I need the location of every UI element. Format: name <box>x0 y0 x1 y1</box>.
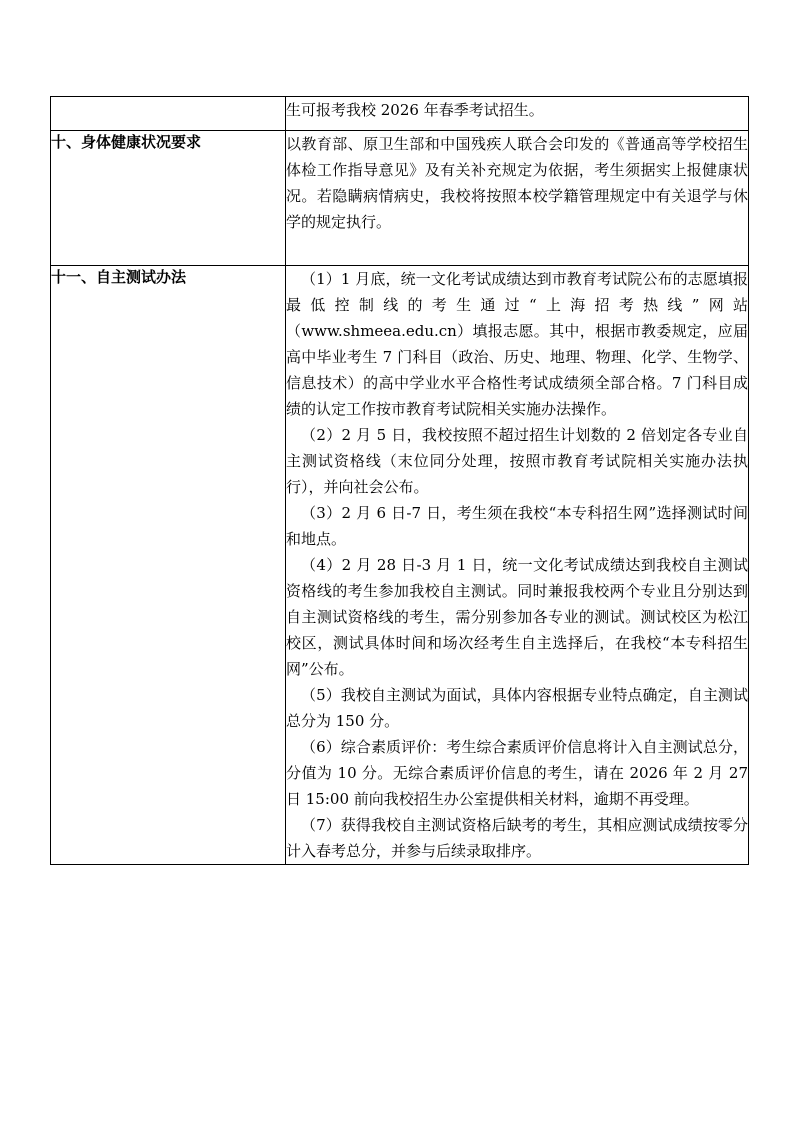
row-label-self-test-method: 十一、自主测试办法 <box>51 266 286 865</box>
table-row-continuation <box>51 97 749 131</box>
row-content-continuation <box>286 97 749 131</box>
row-label-empty <box>51 97 286 131</box>
paragraph: 以教育部、原卫生部和中国残疾人联合会印发的《普通高等学校招生体检工作指导意见》及有关补充规定为依据，考生须据实上报健康状况。若隐瞒病情病史，我校将按照本校学籍管理规定中有关退学与休学的规定执行。 <box>286 135 748 231</box>
table-row-self-test-method <box>51 266 749 865</box>
paragraph-item-3: （3）2 月 6 日-7 日，考生须在我校“本专科招生网”选择测试时间和地点。 <box>286 504 748 548</box>
paragraph-item-6: （6）综合素质评价：考生综合素质评价信息将计入自主测试总分，分值为 10 分。无综合素质评价信息的考生，请在 2026 年 2 月 27 日 15:00 前向我校招生办公室提供相关材料，逾期不再受理。 <box>286 738 748 808</box>
paragraph-item-4: （4）2 月 28 日-3 月 1 日，统一文化考试成绩达到我校自主测试资格线的考生参加我校自主测试。同时兼报我校两个专业且分别达到自主测试资格线的考生，需分别参加各专业的测试。测试校区为松江校区，测试具体时间和场次经考生自主选择后，在我校“本专科招生网”公布。 <box>286 556 748 678</box>
paragraph: 生可报考我校 2026 年春季考试招生。 <box>286 101 544 119</box>
paragraph-item-1: （1）1 月底，统一文化考试成绩达到市教育考试院公布的志愿填报最低控制线的考生通过“上海招考热线”网站（www.shmeea.edu.cn）填报志愿。其中，根据市教委规定，应届高中毕业考生 7 门科目（政治、历史、地理、物理、化学、生物学、信息技术）的高中学业水平合格性考试成绩须全部合格。7 门科目成绩的认定工作按市教育考试院相关实施办法操作。 <box>286 270 748 418</box>
paragraph-item-7: （7）获得我校自主测试资格后缺考的考生，其相应测试成绩按零分计入春考总分，并参与后续录取排序。 <box>286 816 748 860</box>
admission-rules-table <box>50 96 749 865</box>
row-content-health-requirements <box>286 131 749 266</box>
row-label-health-requirements: 十、身体健康状况要求 <box>51 131 286 266</box>
paragraph-item-2: （2）2 月 5 日，我校按照不超过招生计划数的 2 倍划定各专业自主测试资格线（末位同分处理，按照市教育考试院相关实施办法执行），并向社会公布。 <box>286 426 748 496</box>
row-content-self-test-method <box>286 266 749 865</box>
table-row-health-requirements <box>51 131 749 266</box>
paragraph-item-5: （5）我校自主测试为面试，具体内容根据专业特点确定，自主测试总分为 150 分。 <box>286 686 748 730</box>
